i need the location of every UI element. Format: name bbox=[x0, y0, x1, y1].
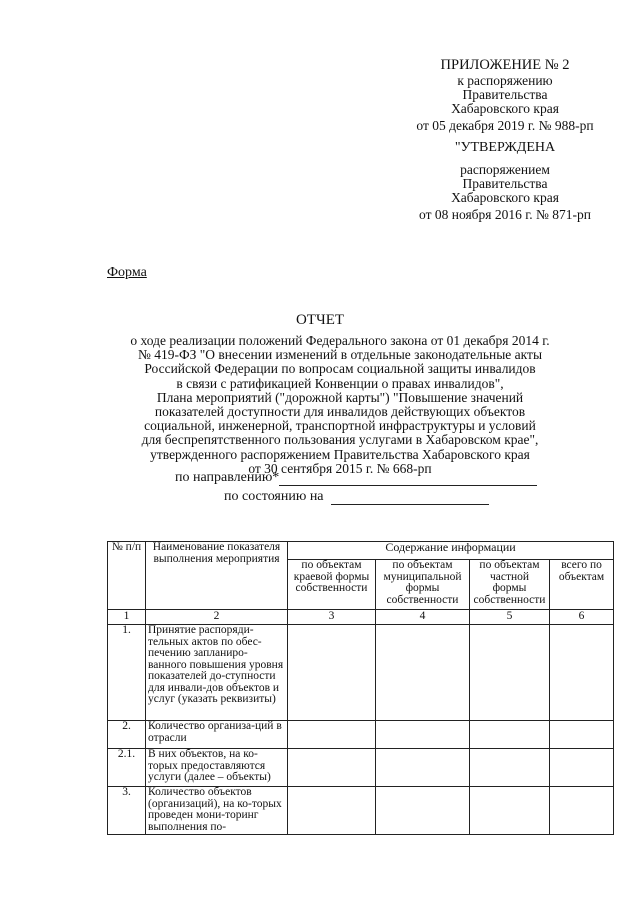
index-cell: 2 bbox=[146, 610, 288, 625]
data-cell[interactable] bbox=[470, 787, 550, 835]
report-title: ОТЧЕТ bbox=[295, 312, 345, 328]
data-cell[interactable] bbox=[470, 749, 550, 787]
region-text-2: Хабаровского края bbox=[451, 190, 559, 205]
data-cell[interactable] bbox=[288, 787, 376, 835]
col-group-header: Содержание информации bbox=[288, 542, 614, 560]
direction-label: по направлению* bbox=[175, 470, 280, 485]
state-line bbox=[224, 489, 489, 505]
government-text-2: Правительства bbox=[462, 176, 548, 191]
appendix-number: ПРИЛОЖЕНИЕ № 2 bbox=[440, 57, 570, 73]
data-cell[interactable] bbox=[376, 721, 470, 749]
data-cell[interactable] bbox=[550, 625, 614, 721]
state-label: по состоянию на bbox=[224, 489, 324, 504]
row-indicator: Принятие распоряди-тельных актов по обес-печению запланиро-ванного повышения уровня показателей до-ступности для инвали-дов объектов и услуг (указать реквизиты) bbox=[146, 625, 288, 721]
report-line: утвержденного распоряжением Правительства Хабаровского края bbox=[150, 446, 530, 462]
order-date: от 05 декабря 2019 г. № 988-рп bbox=[416, 118, 594, 133]
col-private-header: по объектам частной формы собственности bbox=[470, 560, 550, 610]
report-line: показателей доступности для инвалидов действующих объектов bbox=[154, 404, 526, 420]
col-name-header: Наименование показателя выполнения мероприятия bbox=[146, 542, 288, 610]
report-line: социальной, инженерной, транспортной инфраструктуры и условий bbox=[144, 418, 536, 434]
table-row bbox=[108, 787, 614, 835]
data-cell[interactable] bbox=[288, 749, 376, 787]
index-cell: 1 bbox=[108, 610, 146, 625]
col-total-header: всего по объектам bbox=[550, 560, 614, 610]
data-cell[interactable] bbox=[376, 625, 470, 721]
table-header-row bbox=[108, 542, 614, 560]
direction-line bbox=[175, 470, 537, 486]
report-line: от 30 сентября 2015 г. № 668-рп bbox=[248, 460, 432, 476]
state-date-blank[interactable] bbox=[331, 490, 489, 505]
data-cell[interactable] bbox=[376, 787, 470, 835]
row-indicator: В них объектов, на ко-торых предоставляются услуги (далее – объекты) bbox=[146, 749, 288, 787]
index-cell: 6 bbox=[550, 610, 614, 625]
data-cell[interactable] bbox=[470, 721, 550, 749]
region-text: Хабаровского края bbox=[451, 101, 559, 116]
data-cell[interactable] bbox=[550, 721, 614, 749]
data-cell[interactable] bbox=[550, 749, 614, 787]
report-line: для беспрепятственного пользования услугами в Хабаровском крае", bbox=[141, 432, 539, 448]
report-line: о ходе реализации положений Федерального закона от 01 декабря 2014 г. bbox=[130, 333, 550, 348]
row-number: 3. bbox=[108, 787, 146, 835]
data-cell[interactable] bbox=[288, 721, 376, 749]
appendix-header bbox=[380, 58, 630, 222]
row-number: 1. bbox=[108, 625, 146, 721]
table-row bbox=[108, 749, 614, 787]
table-row bbox=[108, 721, 614, 749]
direction-blank[interactable] bbox=[279, 471, 537, 486]
data-cell[interactable] bbox=[288, 625, 376, 721]
by-order-text: распоряжением bbox=[460, 162, 550, 177]
row-indicator: Количество объектов (организаций), на ко-торых проведен мони-торинг выполнения по- bbox=[146, 787, 288, 835]
index-cell: 3 bbox=[288, 610, 376, 625]
approved-date: от 08 ноября 2016 г. № 871-рп bbox=[419, 207, 591, 222]
report-line: в связи с ратификацией Конвенции о правах инвалидов", bbox=[176, 375, 504, 391]
table-index-row bbox=[108, 610, 614, 625]
form-label: Форма bbox=[107, 265, 147, 280]
row-number: 2.1. bbox=[108, 749, 146, 787]
report-subtitle bbox=[100, 334, 580, 476]
table-row bbox=[108, 625, 614, 721]
approved-label: "УТВЕРЖДЕНА bbox=[454, 140, 556, 155]
data-cell[interactable] bbox=[470, 625, 550, 721]
data-cell[interactable] bbox=[550, 787, 614, 835]
report-line: Российской Федерации по вопросам социальной защиты инвалидов bbox=[144, 361, 536, 377]
data-cell[interactable] bbox=[376, 749, 470, 787]
col-municipal-header: по объектам муниципальной формы собственности bbox=[376, 560, 470, 610]
report-line: № 419-ФЗ "О внесении изменений в отдельные законодательные акты bbox=[137, 347, 543, 363]
index-cell: 5 bbox=[470, 610, 550, 625]
index-cell: 4 bbox=[376, 610, 470, 625]
report-table bbox=[107, 541, 614, 835]
to-order-text: к распоряжению bbox=[457, 73, 553, 88]
row-indicator: Количество организа-ций в отрасли bbox=[146, 721, 288, 749]
row-number: 2. bbox=[108, 721, 146, 749]
col-number-header: № п/п bbox=[108, 542, 146, 610]
col-regional-header: по объектам краевой формы собственности bbox=[288, 560, 376, 610]
report-line: Плана мероприятий ("дорожной карты") "Повышение значений bbox=[156, 389, 524, 405]
government-text: Правительства bbox=[462, 87, 548, 102]
